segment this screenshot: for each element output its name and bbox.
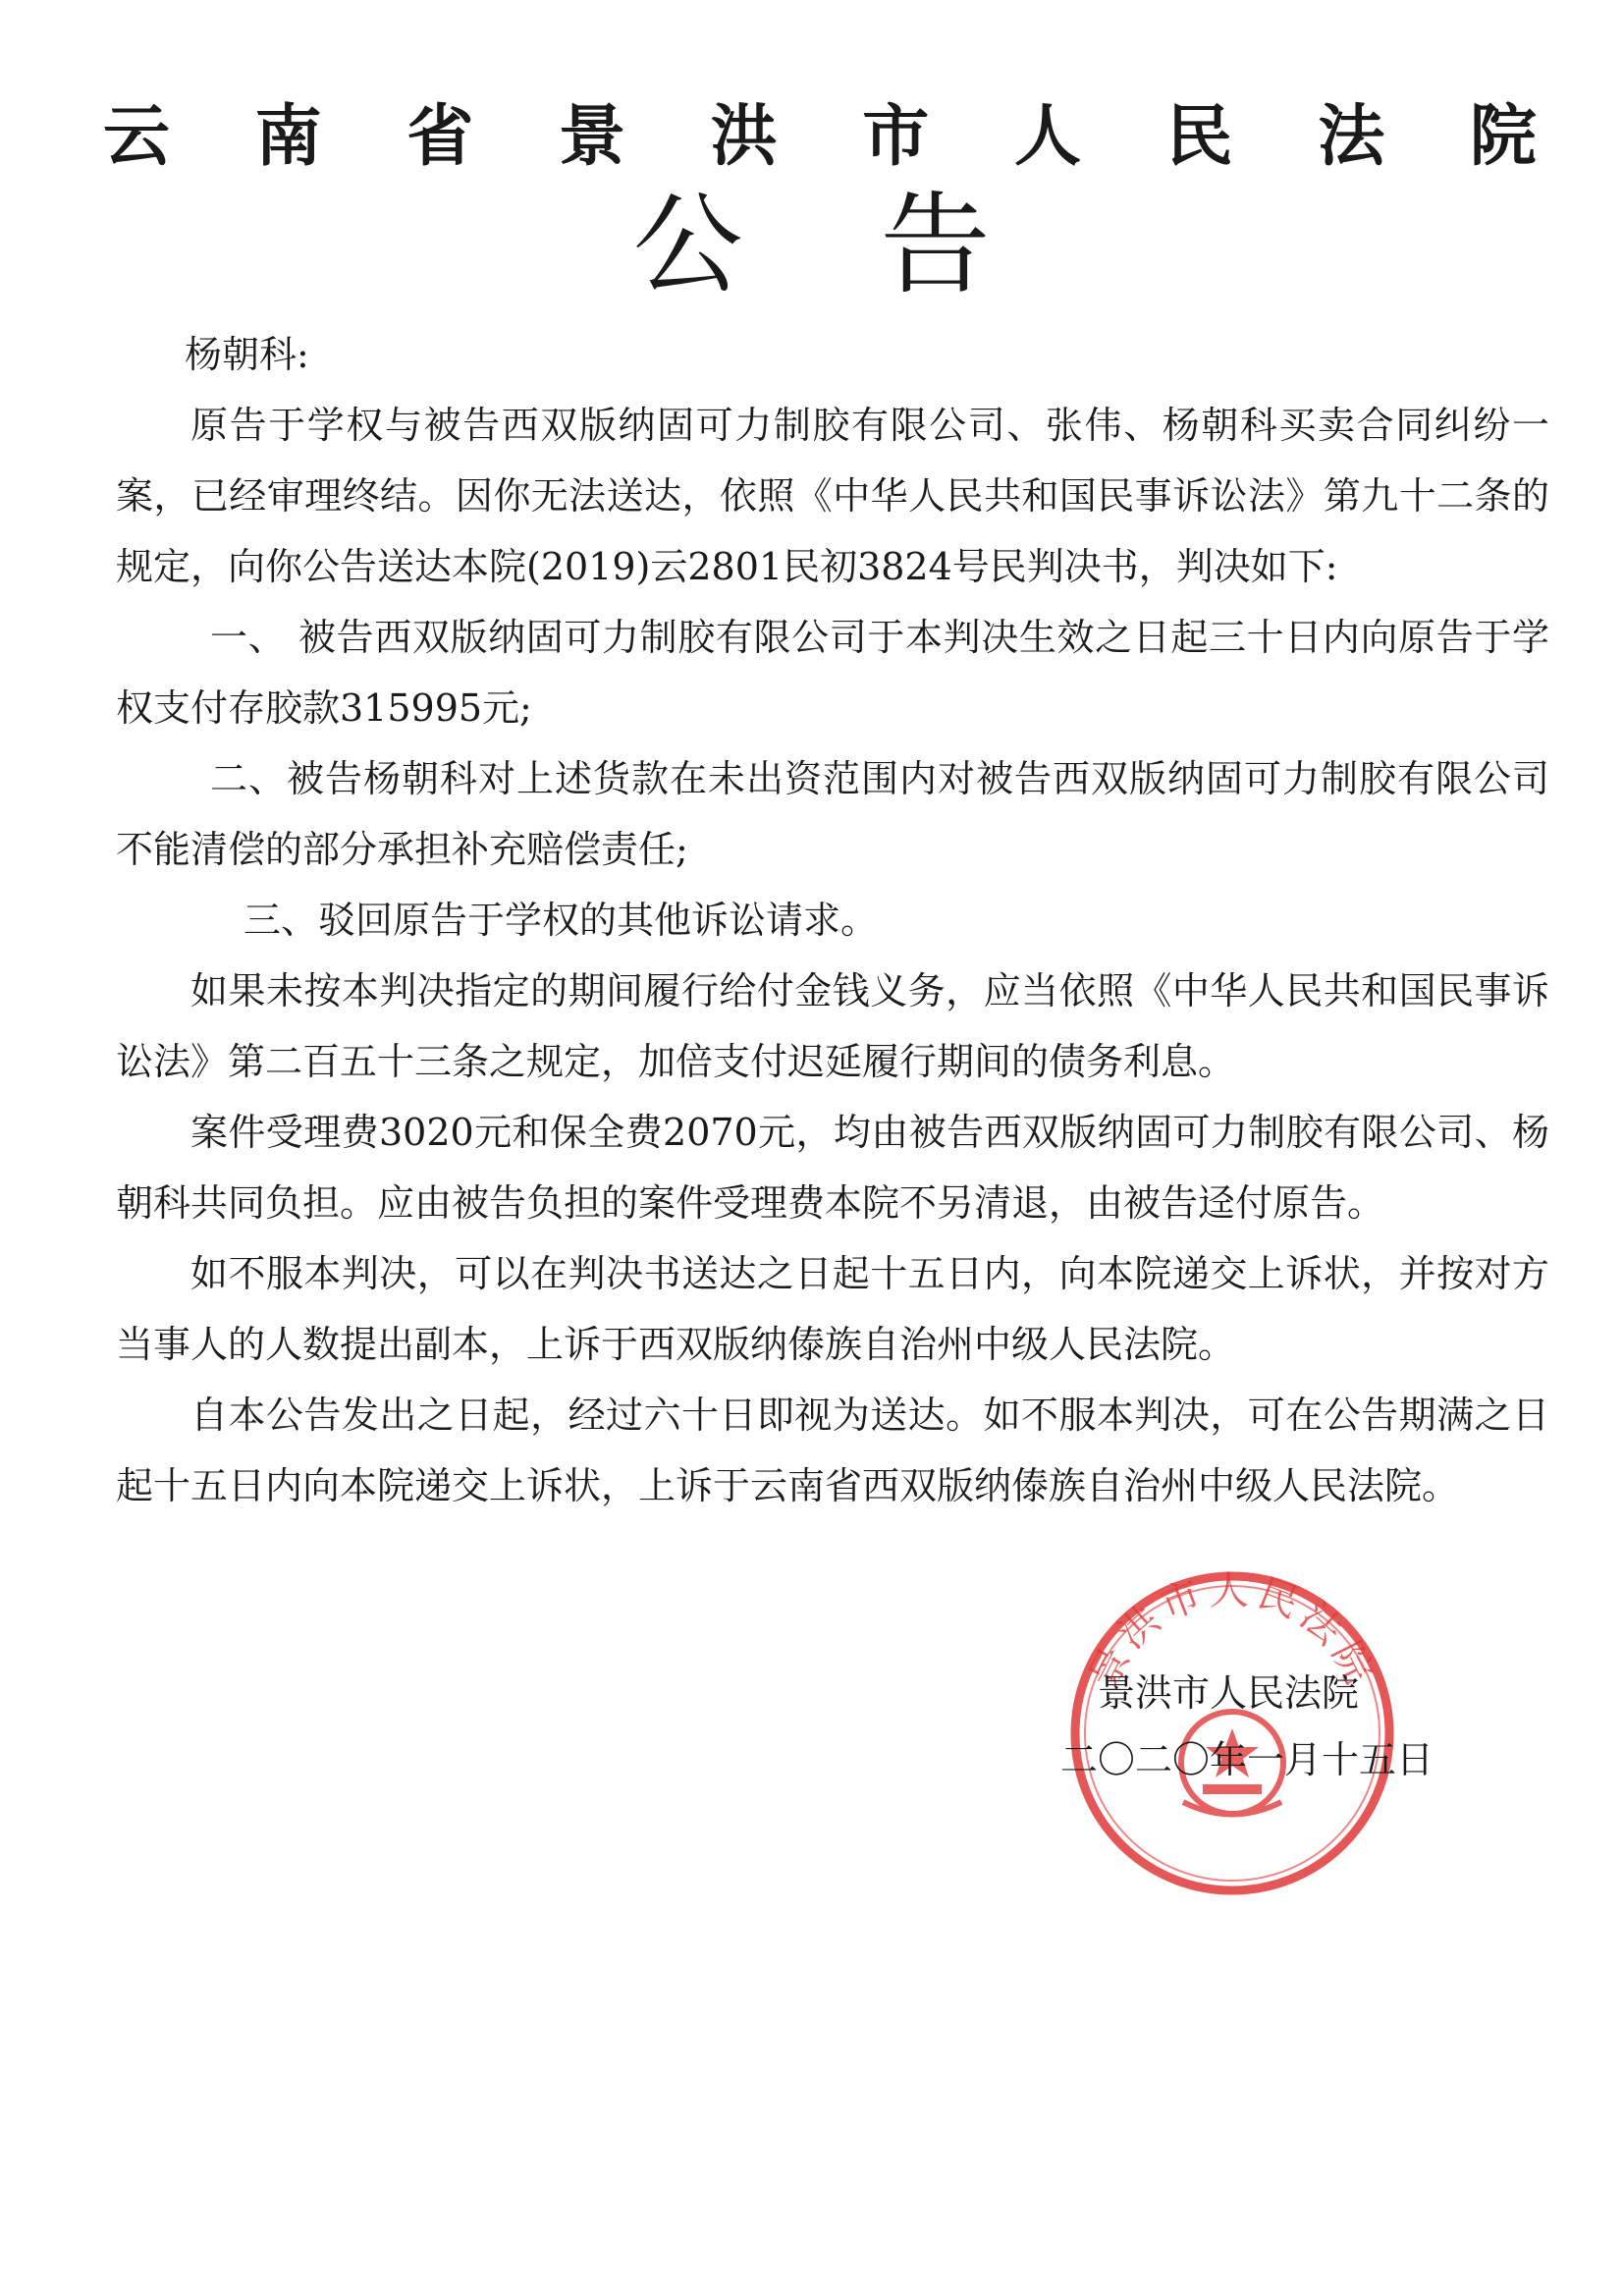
court-name-char: 人 bbox=[1013, 96, 1081, 176]
signature-court: 景洪市人民法院 bbox=[1098, 1671, 1360, 1715]
signature-date: 二〇二〇年一月十五日 bbox=[1060, 1738, 1434, 1781]
paragraph-appeal: 如不服本判决，可以在判决书送达之日起十五日内，向本院递交上诉状，并按对方当事人的人数提出副本，上诉于西双版纳傣族自治州中级人民法院。 bbox=[116, 1252, 1549, 1366]
court-name-char: 景 bbox=[558, 96, 625, 176]
court-name-char: 云 bbox=[103, 96, 171, 176]
court-name-char: 市 bbox=[862, 96, 930, 176]
document-type-title: 公告 bbox=[632, 182, 1128, 309]
court-name-char: 洪 bbox=[710, 96, 778, 176]
court-name-char: 南 bbox=[254, 96, 322, 176]
paragraph-service: 自本公告发出之日起，经过六十日即视为送达。如不服本判决，可在公告期满之日起十五日内向本院递交上诉状，上诉于云南省西双版纳傣族自治州中级人民法院。 bbox=[116, 1394, 1549, 1507]
court-name-char: 民 bbox=[1165, 96, 1233, 176]
judgment-item-2: 二、被告杨朝科对上述货款在未出资范围内对被告西双版纳固可力制胶有限公司不能清偿的部分承担补充赔偿责任; bbox=[116, 757, 1549, 871]
judgment-item-3: 三、驳回原告于学权的其他诉讼请求。 bbox=[243, 899, 879, 942]
seal-text: 景洪市人民法院 bbox=[1080, 1567, 1384, 1696]
court-name-char: 法 bbox=[1318, 96, 1385, 176]
court-name-char: 省 bbox=[406, 96, 474, 176]
court-name-heading bbox=[103, 77, 1537, 185]
paragraph-interest: 如果未按本判决指定的期间履行给付金钱义务，应当依照《中华人民共和国民事诉讼法》第二百五十三条之规定，加倍支付迟延履行期间的债务利息。 bbox=[116, 969, 1549, 1083]
paragraph-fees: 案件受理费3020元和保全费2070元，均由被告西双版纳固可力制胶有限公司、杨朝科共同负担。应由被告负担的案件受理费本院不另清退，由被告迳付原告。 bbox=[116, 1111, 1549, 1225]
court-name-char: 院 bbox=[1469, 96, 1537, 176]
judgment-item-1: 一、 被告西双版纳固可力制胶有限公司于本判决生效之日起三十日内向原告于学权支付存胶款315995元; bbox=[116, 616, 1549, 730]
addressee: 杨朝科: bbox=[185, 333, 309, 376]
signature-block bbox=[1060, 1660, 1473, 1793]
announcement-body bbox=[116, 319, 1549, 1521]
paragraph-case-intro: 原告于学权与被告西双版纳固可力制胶有限公司、张伟、杨朝科买卖合同纠纷一案，已经审理终结。因你无法送达，依照《中华人民共和国民事诉讼法》第九十二条的规定，向你公告送达本院(2019)云2801民初3824号民判决书，判决如下: bbox=[116, 404, 1549, 588]
